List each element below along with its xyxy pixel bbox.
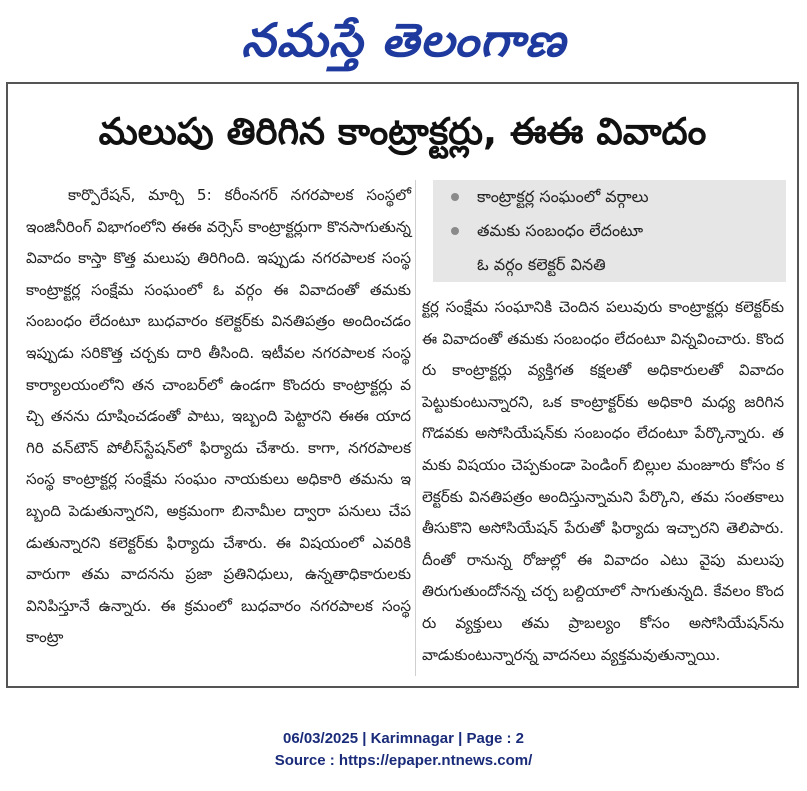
right-column-text: క్టర్ల సంక్షేమ సంఘానికి చెందిన పలువురు కాంట్రాక్టర్లు కలెక్టర్‌కు ఈ వివాదంతో తమకు సంబంధం లేదంటూ విన్నవించారు. కొందరు కాంట్రాక్టర్లు వ్యక్తిగత కక్షలతో అధికారులతో వివాదం పెట్టుకుంటున్నారని, ఒక కాంట్రాక్టర్‌కు అధికారి మధ్య జరిగిన గొడవకు అసోసియేషన్‌కు సంబంధం లేదంటూ పేర్కొన్నారు. తమకు విషయం చెప్పకుండా పెండింగ్ బిల్లుల మంజూరు కోసం కలెక్టర్‌కు వినతిపత్రం అందిస్తున్నామని పేర్కొని, తమ సంతకాలు తీసుకొని అసోసియేషన్ పేరుతో ఫిర్యాదు ఇచ్చారని తెలిపారు. దీంతో రానున్న రోజుల్లో ఈ వివాదం ఎటు వైపు మలుపు తిరుగుతుందోనన్న చర్చ బల్దియాలో సాగుతున్నది. కేవలం కొందరు వ్యక్తులు తమ ప్రాబల్యం కోసం అసోసియేషన్‌ను వాడుకుంటున్నారన్న వాదనలు వ్యక్తమవుతున్నాయి. — [422, 298, 784, 664]
masthead-title: నమస్తే తెలంగాణ — [241, 13, 566, 67]
bullet-icon — [451, 227, 459, 235]
highlights-box — [433, 180, 786, 282]
highlight-item — [433, 180, 786, 214]
article-clipping — [6, 82, 799, 688]
edition-info: 06/03/2025 | Karimnagar | Page : 2 — [282, 730, 525, 747]
highlight-text: కాంట్రాక్టర్ల సంఘంలో వర్గాలు — [477, 187, 649, 206]
article-headline: మలుపు తిరిగిన కాంట్రాక్టర్లు, ఈఈ వివాదం — [98, 110, 707, 153]
column-divider — [415, 180, 416, 676]
bullet-icon — [451, 193, 459, 201]
highlight-item — [433, 248, 786, 282]
highlight-text: ఓ వర్గం కలెక్టర్ వినతి — [477, 255, 606, 274]
highlight-item — [433, 214, 786, 248]
source-link[interactable]: Source : https://epaper.ntnews.com/ — [274, 752, 533, 769]
article-right-column — [422, 292, 784, 671]
newspaper-masthead — [0, 4, 807, 76]
article-left-column — [26, 180, 411, 654]
highlight-text: తమకు సంబంధం లేదంటూ — [477, 221, 644, 240]
left-column-text: కార్పొరేషన్, మార్చి 5: కరీంనగర్ నగరపాలక సంస్థలో ఇంజినీరింగ్ విభాగంలోని ఈఈ వర్సెస్ కాంట్రాక్టర్లుగా కొనసాగుతున్న వివాదం కాస్తా కొత్త మలుపు తిరిగింది. ఇప్పుడు నగరపాలక సంస్థ కాంట్రాక్టర్ల సంక్షేమ సంఘంలో ఓ వర్గం ఈ వివాదంతో తమకు సంబంధం లేదంటూ బుధవారం కలెక్టర్‌కు వినతిపత్రం అందించడం ఇప్పుడు సరికొత్త చర్చకు దారి తీసింది. ఇటీవల నగరపాలక సంస్థ కార్యాలయంలోని తన చాంబర్‌లో ఉండగా కొందరు కాంట్రాక్టర్లు వచ్చి తనను దూషించడంతో పాటు, ఇబ్బంది పెట్టారని ఈఈ యాదగిరి వన్‌టౌన్ పోలీస్‌స్టేషన్‌లో ఫిర్యాదు చేశారు. కాగా, నగరపాలక సంస్థ కాంట్రాక్టర్ల సంక్షేమ సంఘం నాయకులు అధికారి తమను ఇబ్బంది పెడుతున్నారని, అక్రమంగా బినామీల ద్వారా పనులు చేపడుతున్నారని కలెక్టర్‌కు ఫిర్యాదు చేశారు. ఈ విషయంలో ఎవరికి వారుగా తమ వాదనను ప్రజా ప్రతినిధులు, ఉన్నతాధికారులకు వినిపిస్తూనే ఉన్నారు. ఈ క్రమంలో బుధవారం నగరపాలక సంస్థ కాంట్రా — [26, 186, 411, 647]
